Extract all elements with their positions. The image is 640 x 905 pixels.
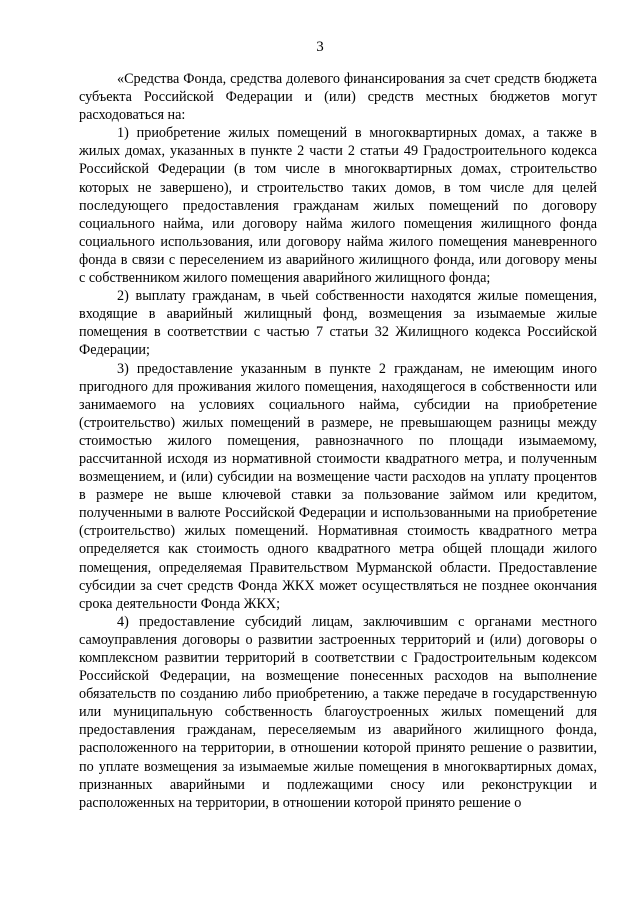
paragraph-item-1: 1) приобретение жилых помещений в многоквартирных домах, а также в жилых домах, указанных в пункте 2 части 2 статьи 49 Градостроительного кодекса Российской Федерации (в том числе в многоквартирных домах, строительство которых не завершено), и строительство таких домов, в том числе для целей последующего предоставления гражданам жилых помещений по договору социального найма, или договору найма жилого помещения жилищного фонда социального использования, или договору найма жилого помещения маневренного фонда в связи с переселением из аварийного жилищного фонда, или договору мены с собственником жилого помещения аварийного жилищного фонда;	[79, 125, 597, 287]
paragraph-intro: «Средства Фонда, средства долевого финансирования за счет средств бюджета субъекта Российской Федерации и (или) средств местных бюджетов могут расходоваться на:	[79, 71, 597, 124]
document-body	[79, 70, 597, 812]
paragraph-item-3: 3) предоставление указанным в пункте 2 гражданам, не имеющим иного пригодного для проживания жилого помещения, находящегося в собственности или занимаемого на условиях социального найма, субсидии на приобретение (строительство) жилых помещений в размере, не превышающем разницы между стоимостью жилого помещения, равнозначного по площади изымаемому, рассчитанной исходя из нормативной стоимости квадратного метра, и полученным возмещением, и (или) субсидии на возмещение части расходов на уплату процентов в размере не выше ключевой ставки за пользование займом или кредитом, полученными в валюте Российской Федерации и использованными на приобретение (строительство) жилых помещений. Нормативная стоимость квадратного метра определяется как стоимость одного квадратного метра общей площади жилого помещения, определяемая Правительством Мурманской области. Предоставление субсидии за счет средств Фонда ЖКХ может осуществляться не позднее окончания срока деятельности Фонда ЖКХ;	[79, 360, 597, 612]
paragraph-item-4: 4) предоставление субсидий лицам, заключившим с органами местного самоуправления договоры о развитии застроенных территорий и (или) договоры о комплексном развитии территорий в соответствии с Градостроительным кодексом Российской Федерации, на возмещение понесенных расходов на выполнение обязательств по созданию либо приобретению, а также передаче в государственную или муниципальную собственность благоустроенных жилых помещений для предоставления гражданам, переселяемым из аварийного жилищного фонда, расположенного на территории, в отношении которой принято решение о развитии, по уплате возмещения за изымаемые жилые помещения в многоквартирных домах, признанных аварийными и подлежащими сносу или реконструкции и расположенных на территории, в отношении которой принято решение о	[79, 613, 597, 811]
page-number: 3	[316, 39, 324, 55]
paragraph-item-2: 2) выплату гражданам, в чьей собственности находятся жилые помещения, входящие в аварийный жилищный фонд, возмещения за изымаемые жилые помещения в соответствии с частью 7 статьи 32 Жилищного кодекса Российской Федерации;	[79, 288, 597, 359]
